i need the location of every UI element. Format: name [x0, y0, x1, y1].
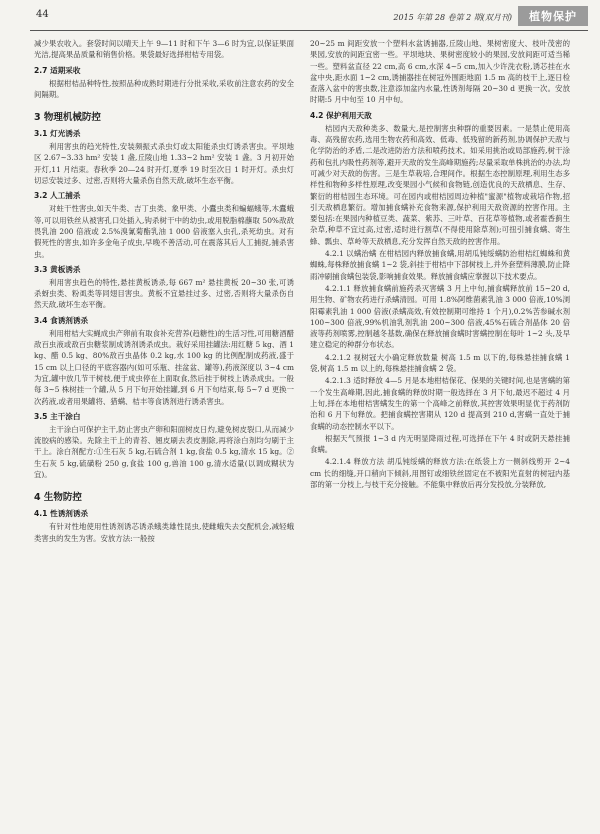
- paragraph: 减少果农收入。套袋时间以晴天上午 9—11 时和下午 3—6 时为宜,以保证果面光洁,提高果品质量和销售价格。果袋最好选择柑桔专用袋。: [34, 39, 294, 60]
- page-header: [0, 0, 600, 34]
- paragraph: 20~25 m 间距安放一个塑料水盆诱捕器,丘陵山地、果树密度大、枝叶茂密的果园,安放的间距宜密一些。平坝地块、果树密度较小的果园,安放间距可适当稀一些。塑料盆直径 22 cm,高 6 cm,水深 4~5 cm,加入少许洗衣粉,诱芯挂在水盆中央,距水面 1~2 cm,诱捕器挂在树冠外围距地面 1.5 m 高的枝干上,逐日检查落入盆中的害虫数,注意添加盆内水量,性诱剂每隔 20~30 d 更换一次。安放时期:5 月中旬至 10 月中旬。: [310, 39, 570, 105]
- subsection-heading: 3.3 黄板诱杀: [34, 264, 81, 274]
- right-column: [310, 38, 570, 491]
- paragraph: 4.2.1 以螨治螨 在柑桔园内释放捕食螨,用胡瓜钝绥螨防治柑桔红蜘蛛和黄蜘蛛,每株释放捕食螨 1~2 袋,斜挂于柑桔中下部树枝上,并外套塑料薄膜,防止降雨冲刷捕食螨包装袋,影响捕食效果。释放捕食螨应掌握以下技术要点。: [310, 249, 570, 281]
- subsection-heading: 3.5 主干涂白: [34, 411, 81, 421]
- left-column: [34, 38, 294, 545]
- paragraph: 4.2.1.4 释放方法 胡瓜钝绥螨的释放方法:在纸袋上方一侧斜线剪开 2~4 cm 长的细缝,开口稍向下倾斜,用图钉或细铁丝固定在不被阳光直射的树冠内基部的第一分枝上,与枝干充分接触。不能集中释放后再分发投放,分装释放,: [310, 457, 570, 489]
- paragraph: 桔园内天敌种类多、数量大,是控制害虫种群的重要因素。一是禁止使用高毒、高残留农药,选用生物农药和高效、低毒、低残留的新药剂,协调保护天敌与化学防治的矛盾,二是改进防治方法和喷药技术。如采用挑治或局部施药,树干涂药和包扎内吸性药剂等,避开天敌的发生高峰期施药;尽量采取单株挑治的办法,均可减少对天敌的伤害。三是生草栽培,合理间作。根据生态控制原理,利用生态多样性和物种多样性原理,改变果园小气候和食物链,创造优良的天敌栖息、生存、繁衍的柑桔园生态环境。可在园内或柑桔园周边种植"蜜源"植物或栽培作物,招引天敌栖息繁衍。增加捕食螨补充食物来源,保护利用天敌资源的控害作用。主要包括:在果园内种植豆类、蔬菜、紫苏、三叶草、百花草等植物,或者霍香蓟生杂草,种草不宜过高,过密,适时进行割草(不得使用除草剂);可扭引捕食螨、寄生蜂、瓢虫、草岭等天敌栖息,充分发挥自然天敌的控害作用。: [310, 123, 570, 246]
- paragraph: 4.2.1.1 释放捕食螨前施药杀灭害螨 3 月上中旬,捕食螨释放前 15~20 d,用生物、矿物农药进行杀螨清园。可用 1.8%阿维菌素乳油 3 000 倍液,10%浏阳霉素乳油 1 000 倍液(杀螨高效,有效控制期可维持 1 个月),0.2%苦参碱水剂 100~300 倍液,99%机油乳剂乳油 200~300 倍液,45%石硫合剂晶体 20 倍液等药剂喷雾,控制越冬基数,确保在释放捕食螨时害螨控制在每叶 1~2 头,及早建立稳定的种群分布状态。: [310, 283, 570, 350]
- paragraph: 根据天气预报 1~3 d 内无明显降雨过程,可选择在下午 4 时或阴天悬挂捕食螨。: [310, 433, 570, 455]
- section-heading: 3 物理机械防控: [34, 112, 101, 124]
- page-number: 44: [36, 9, 49, 20]
- paragraph: 4.2.1.3 适时释放 4—5 月是本地柑桔保花、保果的关键时间,也是害螨的第一个发生高峰期,因此,捕食螨的释放时期一般选择在 3 月下旬,最迟不超过 4 月上旬,择在本地柑桔害螨发生的第一个高峰之前释放,其控害效果明显优于药剂防治和 6 月下旬释放。把捕食螨控害期从 120 d 提高到 210 d,害螨一直处于捕食螨的动态控制水平以下。: [310, 376, 570, 431]
- journal-issue-line: 2015 年第 28 卷第 2 期(双月刊): [393, 13, 512, 22]
- section-heading: 4 生物防控: [34, 492, 82, 504]
- paragraph: 有针对性地使用性诱剂诱芯诱杀蛾类雄性昆虫,使雌蛾失去交配机会,减轻蛾类害虫的发生为害。安放方法:一般按: [34, 522, 294, 543]
- subsection-heading: 3.4 食诱剂诱杀: [34, 315, 89, 325]
- paragraph: 主干涂白可保护主干,防止害虫产卵和阳面树皮日灼,避免树皮裂口,从而减少流胶病的感染。先除主干上的青苔、翘皮刷去表皮割除,再将涂白剂均匀刷于主干上。涂白剂配方:①生石灰 5 kg,石硫合剂 1 kg,食盐 0.5 kg,清水 15 kg。②生石灰 5 kg,硫磺粉 250 g,食盐 100 g,兽油 100 g,清水适量(以调成糊状为宜)。: [34, 424, 294, 480]
- paragraph: 利用害虫趋色的特性,悬挂黄板诱杀,每 667 m² 悬挂黄板 20~30 张,可诱杀蚜虫类、粉虱类等同翅目害虫。黄板不宜悬挂过多、过密,否则将大量杀伤自然天敌,破坏生态平衡。: [34, 277, 294, 310]
- paragraph: 4.2.1.2 视树冠大小确定释放数量 树高 1.5 m 以下的,每株悬挂捕食螨 1 袋,树高 1.5 m 以上的,每株悬挂捕食螨 2 袋。: [310, 352, 570, 374]
- subsection-heading: 3.1 灯光诱杀: [34, 129, 81, 139]
- header-divider: [30, 30, 588, 31]
- paragraph: 根据柑桔品种特性,按照品种成熟时期进行分批采收,采收前注意农药的安全间隔期。: [34, 78, 294, 99]
- journal-logo: 植物保护: [518, 6, 588, 26]
- paragraph: 对蛀干性害虫,如天牛类、吉丁虫类、象甲类、小蠹虫类和蝙蝠蛾等,木蠹蛾等,可以用铁丝从被害孔口处插入,钩杀树干中的幼虫,或用脱脂棉蘸取 50%敌敌畏乳油 200 倍液或 2.5%溴氰菊酯乳油 1 000 倍液塞入虫孔,杀死幼虫。对有假死性的害虫,如许多金龟子成虫,早晚不善活动,可在震落其后人工捕捉,捕杀害虫。: [34, 204, 294, 259]
- subsection-heading: 4.2 保护利用天敌: [310, 110, 372, 120]
- subsection-heading: 3.2 人工捕杀: [34, 191, 81, 201]
- paragraph: 利用柑桔大实蝇成虫产卵前有取食补充营养(趋糖性)的生活习性,可用糖酒醋敌百虫液或敌百虫糖浆制成诱剂诱杀成虫。栽好采用挂罐法:用红糖 5 kg、酒 1 kg、醋 0.5 kg、80%敌百虫晶体 0.2 kg,水 100 kg 的比例配制成药液,盛于 15 cm 以上口径的平底容器内(如可乐瓶、挂盆盆、罐等),药液深度以 3~4 cm 为宜,罐中放几节干树枝,便于成虫停在上面取食,然后挂于树枝上诱杀成虫。一般每 3~5 株树挂一个罐,从 5 月下旬开始挂罐,到 6 月下旬结束,每 5~7 d 更换一次药液,或者用果罐将、猎螨、桔丰等食诱剂进行诱杀害虫。: [34, 328, 294, 406]
- subsection-heading: 4.1 性诱剂诱杀: [34, 509, 89, 519]
- paragraph: 利用害虫的趋光特性,安装频振式杀虫灯或太阳能杀虫灯诱杀害虫。平坝地区 2.67~3.33 hm² 安装 1 盏,丘陵山地 1.33~2 hm² 安装 1 盏。3 月初开始开灯,11 月结束。春秋季 20—24 时开灯,夏季 19 时至次日 1 时开灯。杀虫灯切忌安装过多、过密,否则将大量杀伤自然天敌,破坏生态平衡。: [34, 142, 294, 186]
- subsection-heading: 2.7 适期采收: [34, 65, 81, 75]
